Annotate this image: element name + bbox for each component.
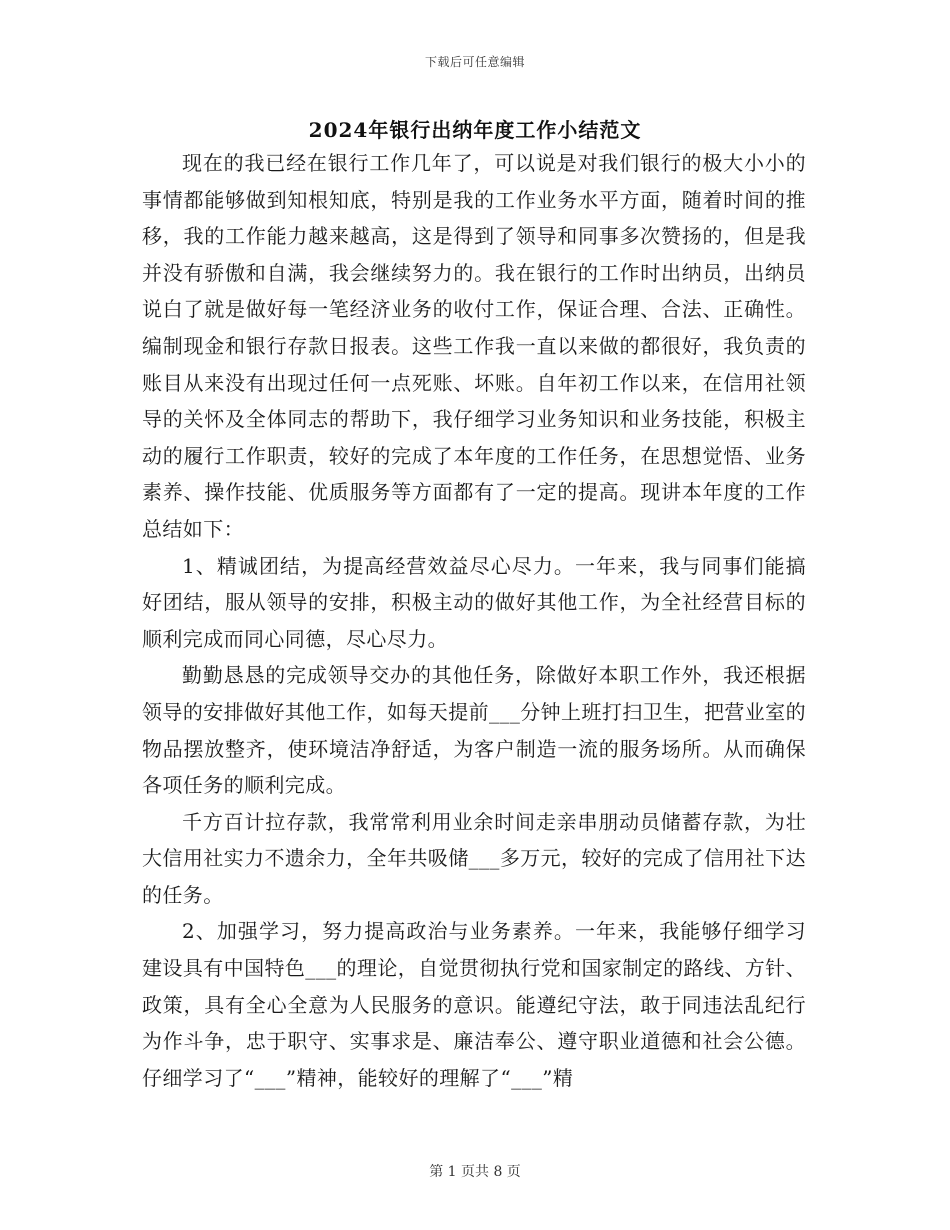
paragraph-intro: 现在的我已经在银行工作几年了，可以说是对我们银行的极大小小的事情都能够做到知根知底，特别是我的工作业务水平方面，随着时间的推移，我的工作能力越来越高，这是得到了领导和同事多次赞扬的，但是我并没有骄傲和自满，我会继续努力的。我在银行的工作时出纳员，出纳员说白了就是做好每一笔经济业务的收付工作，保证合理、合法、正确性。编制现金和银行存款日报表。这些工作我一直以来做的都很好，我负责的账目从来没有出现过任何一点死账、坏账。自年初工作以来，在信用社领导的关怀及全体同志的帮助下，我仔细学习业务知识和业务技能，积极主动的履行工作职责，较好的完成了本年度的工作任务，在思想觉悟、业务素养、操作技能、优质服务等方面都有了一定的提高。现讲本年度的工作总结如下： <box>142 151 806 541</box>
paragraph-unity: 1、精诚团结，为提高经营效益尽心尽力。一年来，我与同事们能搞好团结，服从领导的安排，积极主动的做好其他工作，为全社经营目标的顺利完成而同心同德，尽心尽力。 <box>142 553 806 651</box>
document-body <box>142 145 806 1096</box>
paragraph-deposits: 千方百计拉存款，我常常利用业余时间走亲串朋动员储蓄存款，为壮大信用社实力不遗余力，全年共吸储___多万元，较好的完成了信用社下达的任务。 <box>142 809 806 907</box>
paragraph-other-tasks: 勤勤恳恳的完成领导交办的其他任务，除做好本职工作外，我还根据领导的安排做好其他工作，如每天提前___分钟上班打扫卫生，把营业室的物品摆放整齐，使环境洁净舒适，为客户制造一流的服务场所。从而确保各项任务的顺利完成。 <box>142 663 806 798</box>
document-title: 2024年银行出纳年度工作小结范文 <box>308 118 642 142</box>
page-number: 第 1 页共 8 页 <box>429 1164 521 1180</box>
paragraph-study: 2、加强学习，努力提高政治与业务素养。一年来，我能够仔细学习建设具有中国特色___的理论，自觉贯彻执行党和国家制定的路线、方针、政策，具有全心全意为人民服务的意识。能遵纪守法，敢于同违法乱纪行为作斗争，忠于职守、实事求是、廉洁奉公、遵守职业道德和社会公德。仔细学习了“___”精神，能较好的理解了“___”精 <box>142 919 806 1090</box>
header-note: 下载后可任意编辑 <box>424 55 525 69</box>
